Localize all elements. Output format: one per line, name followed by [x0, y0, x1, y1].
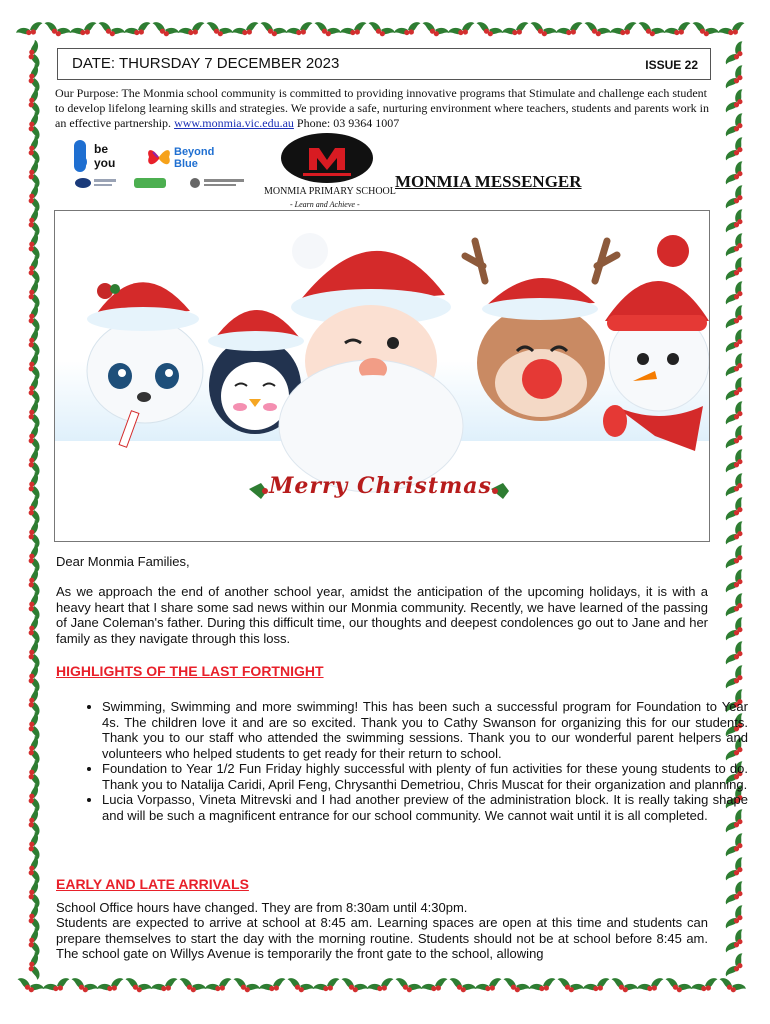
holly-sprig-icon [69, 977, 99, 996]
holly-sprig-icon [96, 977, 126, 996]
be-you-text-be: be [94, 142, 109, 156]
monmia-school-logo [262, 132, 396, 212]
holly-sprig-icon [724, 64, 749, 93]
holly-sprig-icon [724, 616, 749, 645]
holly-sprig-icon [724, 640, 749, 669]
holly-sprig-icon [724, 208, 749, 237]
holly-sprig-icon [724, 832, 749, 861]
holly-sprig-icon [27, 808, 40, 837]
merry-christmas-text: Merry Christmas [269, 473, 492, 499]
holly-sprig-icon [27, 616, 40, 645]
highlight-item: • Lucia Vorpasso, Vineta Mitrevski and I had another preview of the administration block. It is really taking shape and will be such a magnificent entrance for our school community. We cannot wait until it is all completed. [102, 792, 748, 823]
holly-sprig-icon [96, 21, 126, 40]
holly-sprig-icon [27, 184, 40, 213]
holly-sprig-icon [27, 784, 40, 813]
holly-sprig-icon [724, 40, 749, 69]
holly-sprig-icon [724, 184, 749, 213]
holly-sprig-icon [447, 977, 477, 996]
holly-sprig-icon [717, 21, 747, 40]
holly-sprig-icon [724, 136, 749, 165]
holly-sprig-icon [474, 977, 504, 996]
holly-sprig-icon [27, 688, 40, 717]
holly-sprig-icon [123, 21, 153, 40]
holly-sprig-icon [724, 472, 749, 501]
purpose-text: Our Purpose: The Monmia school community is committed to providing innovative programs that Stimulate and challenge each student to develop lifelong learning skills and strategies. We provide a safe, nurturing environment where teachers, students and parents work in an effective partnership. [55, 86, 709, 130]
holly-sprig-icon [27, 328, 40, 357]
holly-sprig-icon [27, 64, 40, 93]
holly-sprig-icon [447, 21, 477, 40]
school-name: MONMIA PRIMARY SCHOOL [264, 186, 396, 197]
holly-sprig-icon [724, 304, 749, 333]
holly-sprig-icon [27, 928, 40, 957]
holly-sprig-icon [582, 977, 612, 996]
holly-sprig-icon [27, 520, 40, 549]
holly-sprig-icon [724, 448, 749, 477]
school-motto: - Learn and Achieve - [290, 200, 360, 209]
holly-sprig-icon [27, 352, 40, 381]
holly-border-left [16, 40, 52, 980]
holly-sprig-icon [27, 952, 40, 980]
arrivals-office-hours: School Office hours have changed. They are from 8:30am until 4:30pm. [56, 900, 468, 915]
holly-sprig-icon [663, 977, 693, 996]
holly-sprig-icon [27, 856, 40, 885]
holly-sprig-icon [663, 21, 693, 40]
holly-sprig-icon [69, 21, 99, 40]
holly-sprig-icon [27, 208, 40, 237]
butterfly-icon [146, 144, 172, 170]
holly-sprig-icon [555, 21, 585, 40]
issue-number: ISSUE 22 [645, 58, 698, 72]
holly-sprig-icon [528, 977, 558, 996]
holly-sprig-icon [724, 928, 749, 957]
holly-sprig-icon [724, 280, 749, 309]
holly-sprig-icon [724, 952, 749, 980]
holly-sprig-icon [690, 977, 720, 996]
holly-sprig-icon [724, 544, 749, 573]
holly-sprig-icon [609, 977, 639, 996]
holly-border-right [718, 40, 754, 980]
holly-sprig-icon [724, 256, 749, 285]
holly-sprig-icon [27, 712, 40, 741]
holly-sprig-icon [393, 977, 423, 996]
school-website-link[interactable]: www.monmia.vic.edu.au [174, 116, 294, 130]
holly-sprig-icon [724, 664, 749, 693]
holly-sprig-icon [724, 856, 749, 885]
holly-sprig-icon [27, 448, 40, 477]
holly-sprig-icon [420, 21, 450, 40]
highlight-item: • Swimming, Swimming and more swimming! This has been such a successful program for Foundation to Year 4s. The children love it and are so excited. Thank you to Cathy Swanson for organizing this for our students. Thank you to our staff who attended the swimming sessions. Thank you to our wonderful parent helpers and volunteers who helped students to get ready for their return to school. [102, 699, 748, 761]
be-you-logo [74, 140, 134, 176]
holly-sprig-icon [339, 21, 369, 40]
school-phone: Phone: 03 9364 1007 [296, 116, 400, 130]
holly-sprig-icon [27, 424, 40, 453]
holly-sprig-icon [258, 21, 288, 40]
holly-sprig-icon [724, 904, 749, 933]
holly-sprig-icon [420, 977, 450, 996]
school-emblem-icon [279, 132, 375, 184]
holly-sprig-icon [27, 232, 40, 261]
holly-sprig-icon [15, 21, 45, 40]
holly-sprig-icon [724, 424, 749, 453]
holly-sprig-icon [724, 400, 749, 429]
holly-sprig-icon [366, 21, 396, 40]
holly-sprig-icon [27, 304, 40, 333]
letter-greeting: Dear Monmia Families, [56, 554, 190, 569]
holly-sprig-icon [636, 21, 666, 40]
holly-sprig-icon [474, 21, 504, 40]
holly-sprig-icon [42, 21, 72, 40]
christmas-hero-image [54, 210, 710, 542]
holly-sprig-icon [27, 112, 40, 141]
holly-sprig-icon [27, 568, 40, 597]
holly-sprig-icon [27, 400, 40, 429]
holly-sprig-icon [258, 977, 288, 996]
holly-sprig-icon [724, 112, 749, 141]
holly-sprig-icon [393, 21, 423, 40]
holly-sprig-icon [636, 977, 666, 996]
holly-sprig-icon [339, 977, 369, 996]
letter-body: As we approach the end of another school year, amidst the anticipation of the upcoming holidays, it is with a heavy heart that I share some sad news within our Monmia community. Recently, we have learned of the passing of Jane Coleman's father. During this difficult time, our thoughts and deepest condolences go out to Jane and her family as they navigate through this loss. [56, 584, 708, 646]
holly-sprig-icon [27, 760, 40, 789]
holly-sprig-icon [609, 21, 639, 40]
masthead-title: MONMIA MESSENGER [395, 172, 582, 191]
holly-sprig-icon [27, 376, 40, 405]
holly-sprig-icon [312, 977, 342, 996]
holly-sprig-icon [724, 88, 749, 117]
holly-sprig-icon [27, 832, 40, 861]
holly-sprig-icon [150, 977, 180, 996]
holly-sprig-icon [27, 472, 40, 501]
holly-sprig-icon [27, 256, 40, 285]
arrivals-heading: EARLY AND LATE ARRIVALS [56, 876, 249, 892]
holly-sprig-icon [528, 21, 558, 40]
holly-sprig-icon [690, 21, 720, 40]
holly-sprig-icon [204, 977, 234, 996]
newsletter-header-box [57, 48, 711, 80]
holly-sprig-icon [285, 977, 315, 996]
holly-sprig-icon [231, 977, 261, 996]
holly-sprig-icon [724, 328, 749, 357]
holly-sprig-icon [724, 160, 749, 189]
holly-sprig-icon [27, 904, 40, 933]
holly-sprig-icon [724, 880, 749, 909]
holly-sprig-icon [177, 977, 207, 996]
holly-sprig-icon [27, 664, 40, 693]
holly-sprig-icon [27, 496, 40, 525]
holly-sprig-icon [724, 568, 749, 597]
partner-logos-row [74, 176, 254, 192]
highlights-heading: HIGHLIGHTS OF THE LAST FORTNIGHT [56, 663, 324, 679]
school-purpose [55, 86, 710, 131]
holly-border-top [14, 14, 756, 50]
holly-sprig-icon [231, 21, 261, 40]
holly-sprig-icon [123, 977, 153, 996]
holly-sprig-icon [27, 280, 40, 309]
holly-sprig-icon [555, 977, 585, 996]
highlight-item: • Foundation to Year 1/2 Fun Friday highly successful with plenty of fun activities for these young students to do. Thank you to Natalija Caridi, April Feng, Chrysanthi Demetriou, Chris Muscat for their organization and planning. [102, 761, 748, 792]
holly-sprig-icon [27, 640, 40, 669]
holly-sprig-icon [366, 977, 396, 996]
holly-sprig-icon [724, 232, 749, 261]
holly-sprig-icon [27, 88, 40, 117]
holly-sprig-icon [27, 160, 40, 189]
holly-sprig-icon [582, 21, 612, 40]
holly-sprig-icon [177, 21, 207, 40]
beyond-blue-line1: Beyond [174, 146, 215, 158]
issue-date: DATE: THURSDAY 7 DECEMBER 2023 [72, 55, 340, 72]
holly-sprig-icon [150, 21, 180, 40]
holly-sprig-icon [27, 136, 40, 165]
holly-sprig-icon [501, 977, 531, 996]
holly-sprig-icon [724, 496, 749, 525]
partner-logos-icon [74, 176, 254, 192]
be-you-text-you: you [94, 156, 116, 170]
holly-sprig-icon [724, 352, 749, 381]
holly-sprig-icon [27, 592, 40, 621]
holly-sprig-icon [312, 21, 342, 40]
holly-sprig-icon [27, 40, 40, 68]
beyond-blue-line2: Blue [174, 158, 198, 170]
holly-sprig-icon [724, 376, 749, 405]
holly-sprig-icon [285, 21, 315, 40]
holly-sprig-icon [204, 21, 234, 40]
holly-border-bottom [14, 968, 756, 1004]
arrivals-details: Students are expected to arrive at school at 8:45 am. Learning spaces are open at this time and students can prepare themselves to start the day with the morning routine. Students should not be at school before 8:45 am. The school gate on Willys Avenue is temporarily the front gate to the school, allowing [56, 915, 708, 961]
holly-sprig-icon [724, 520, 749, 549]
holly-sprig-icon [501, 21, 531, 40]
holly-sprig-icon [27, 544, 40, 573]
highlights-list [62, 699, 748, 823]
beyond-blue-logo [146, 142, 226, 174]
holly-sprig-icon [27, 880, 40, 909]
holly-sprig-icon [724, 592, 749, 621]
holly-sprig-icon [27, 736, 40, 765]
